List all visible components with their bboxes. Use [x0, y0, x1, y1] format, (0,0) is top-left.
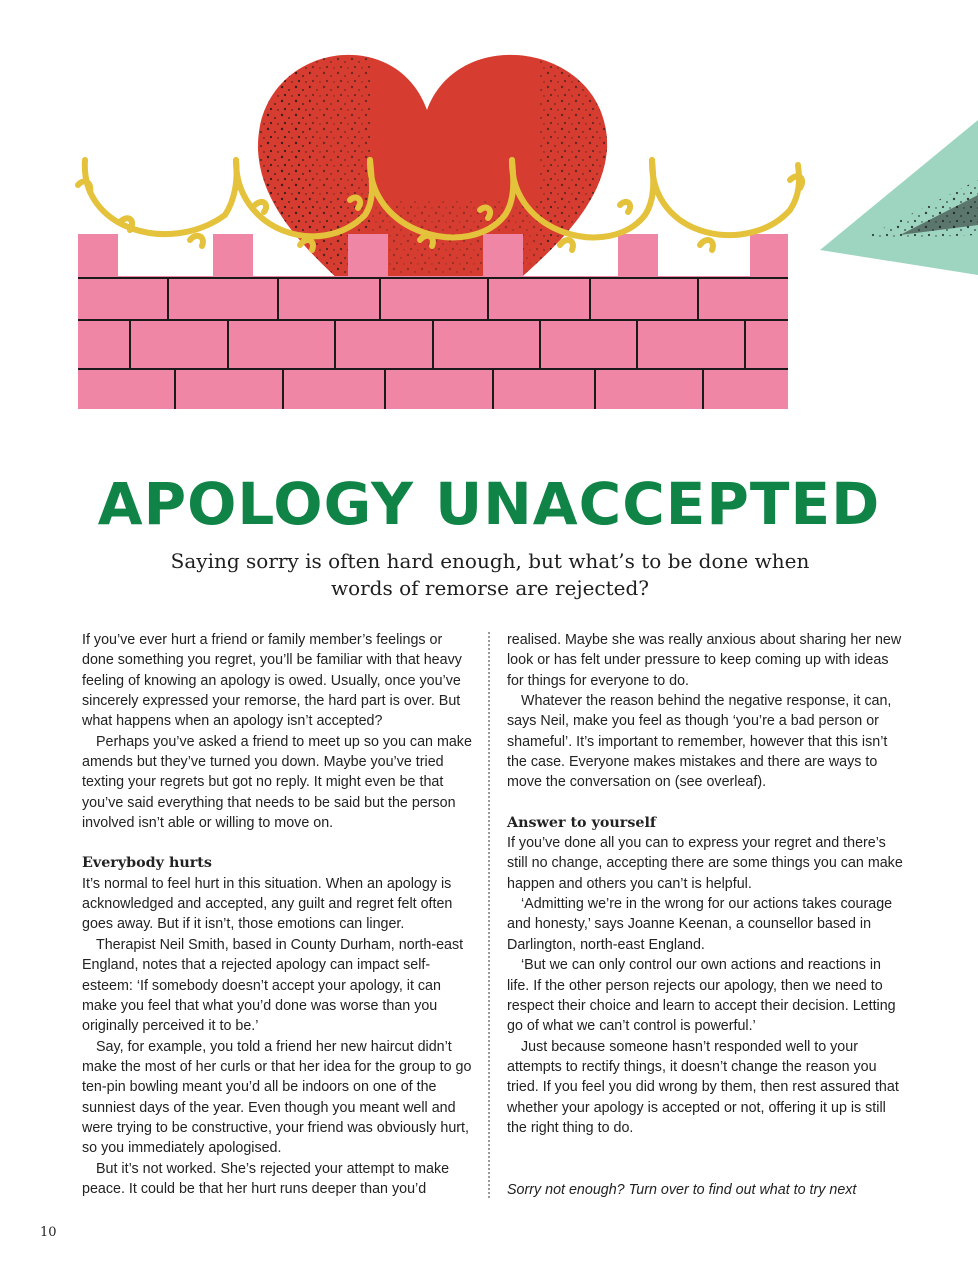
- paragraph: It’s normal to feel hurt in this situation. When an apology is acknowledged and accepted, any guilt and regret felt often goes away. But if it isn’t, those emotions can linger.: [82, 875, 453, 933]
- right-column: [507, 630, 907, 1138]
- paragraph: If you’ve done all you can to express your regret and there’s still no change, accepting there are some things you can make happen and others you can’t is helpful.: [507, 835, 903, 892]
- paragraph: Therapist Neil Smith, based in County Durham, north-east England, notes that a rejected apology can impact self-esteem: ‘If somebody doesn’t accept your apology, it can make you feel that what you’d done was worse than you originally perceived it to be.’: [82, 936, 464, 1035]
- left-column: [82, 630, 472, 1199]
- paragraph: Whatever the reason behind the negative response, it can, says Neil, make you feel as though ‘you’re a bad person or shameful’. It’s important to remember, however that this isn’t the case. Everyone makes mistakes and there are ways to move the conversation on (see overleaf).: [507, 693, 892, 791]
- paragraph: ‘Admitting we’re in the wrong for our actions takes courage and honesty,’ says Joanne Keenan, a counsellor based in Darlington, north-east England.: [507, 896, 893, 953]
- column-divider: [488, 632, 490, 1198]
- paragraph: Say, for example, you told a friend her new haircut didn’t make the most of her curls or that her idea for the group to go ten-pin bowling meant you’d all be indoors on one of the sunniest days of the year. Even though you meant well and were trying to be constructive, your friend was obviously hurt, so you immediately apologised.: [82, 1038, 472, 1157]
- arrow-tip-icon: [820, 120, 978, 275]
- page-number: 10: [40, 1225, 57, 1240]
- paragraph: Just because someone hasn’t responded well to your attempts to rectify things, it doesn’t change the reason you tried. If you feel you did wrong by them, then rest assured that whether your apology is accepted or not, offering it up is still the right thing to do.: [507, 1038, 899, 1136]
- paragraph: ‘But we can only control our own actions and reactions in life. If the other person rejects our apology, then we need to respect their choice and learn to accept their decision. Letting go of what we can’t control is powerful.’: [507, 957, 896, 1035]
- section-heading: Everybody hurts: [82, 855, 212, 872]
- article-subtitle: Saying sorry is often hard enough, but what’s to be done when words of remorse are rejected?: [170, 549, 810, 600]
- article-title: APOLOGY UNACCEPTED: [97, 470, 881, 538]
- continue-tagline: Sorry not enough? Turn over to find out what to try next: [507, 1182, 857, 1198]
- paragraph: realised. Maybe she was really anxious about sharing her new look or has felt under pressure to keep coming up with ideas for things for everyone to do.: [507, 632, 902, 689]
- header-illustration: [0, 0, 978, 440]
- paragraph: But it’s not worked. She’s rejected your attempt to make peace. It could be that her hurt runs deeper than you’d: [82, 1160, 450, 1197]
- section-heading: Answer to yourself: [507, 814, 657, 831]
- paragraph: Perhaps you’ve asked a friend to meet up so you can make amends but they’ve turned you down. Maybe you’ve tried texting your regrets but got no reply. It might even be that you’ve said everything that needs to be said but the person involved isn’t able or willing to move on.: [82, 733, 472, 832]
- paragraph: If you’ve ever hurt a friend or family member’s feelings or done something you regret, you’ll be familiar with that heavy feeling of knowing an apology is owed. Usually, once you’ve sincerely expressed your remorse, the hard part is over. But what happens when an apology isn’t accepted?: [82, 632, 462, 730]
